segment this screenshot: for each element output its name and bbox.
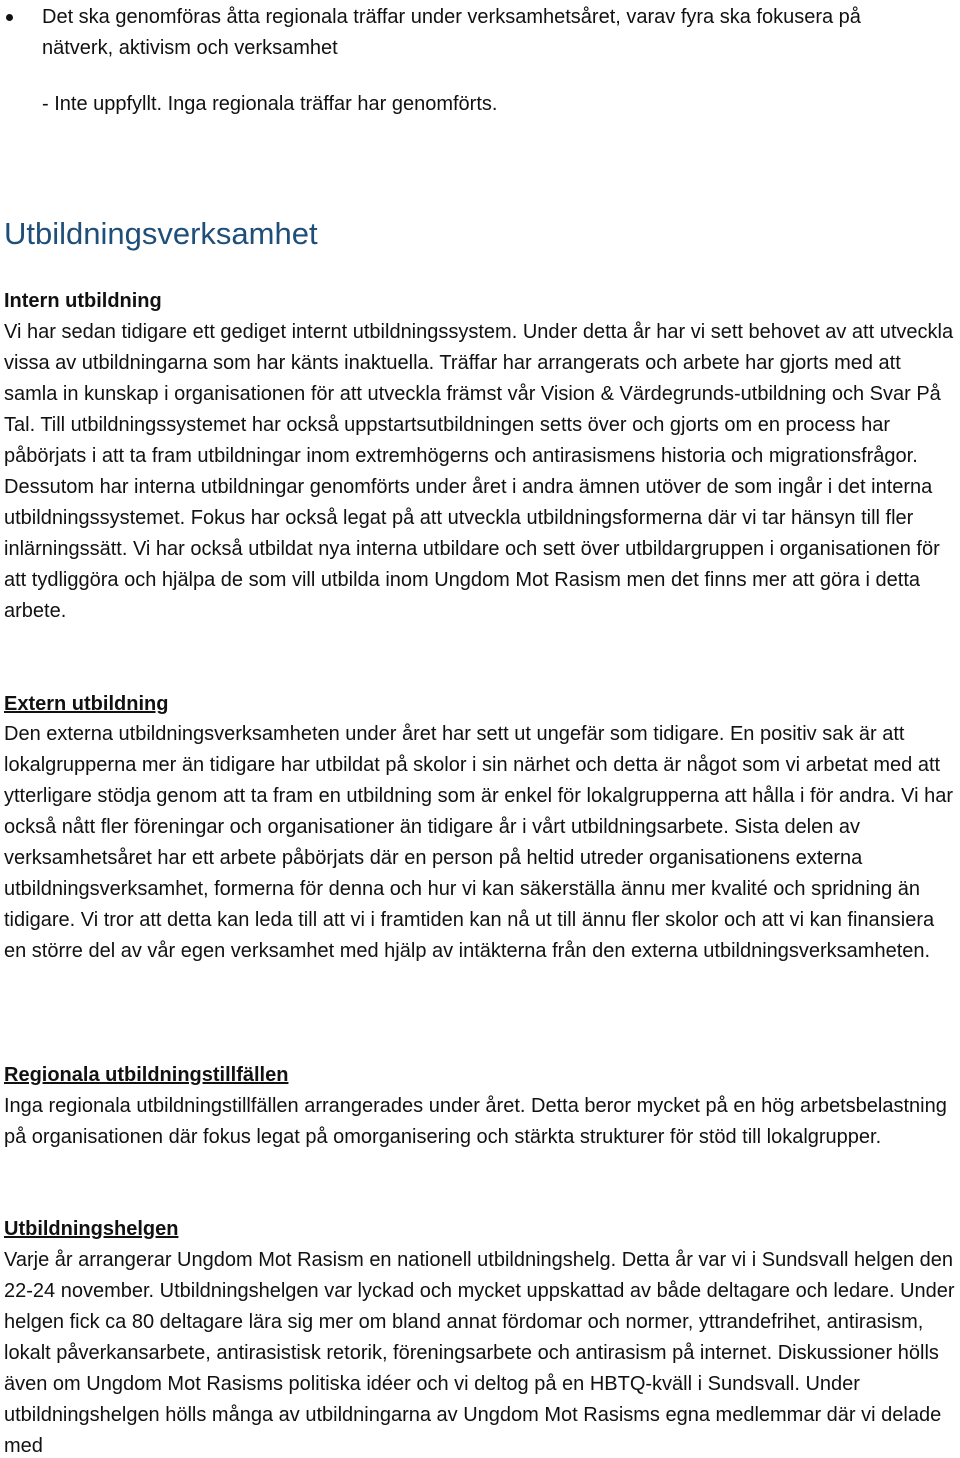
goal-status-text: - Inte uppfyllt. Inga regionala träffar har genomförts.: [42, 93, 498, 115]
intern-paragraph: Vi har sedan tidigare ett gediget internt utbildningssystem. Under detta år har vi sett behovet av att utveckla vissa av utbildningarna som har känts inaktuella. Träffar har arrangerats och arbete har gjorts med att samla in kunskap i organisationen för att utveckla främst vår Vision & Värdegrunds-utbildning och Svar På Tal. Till utbildningssystemet har också uppstartsutbildningen setts över och gjorts om en process har påbörjats i att ta fram utbildningar inom extremhögerns och antirasismens historia och migrationsfrågor. Dessutom har interna utbildningar genomförts under året i andra ämnen utöver de som ingår i det interna utbildningssystemet. Fokus har också legat på att utveckla utbildningsformerna där vi tar hänsyn till fler inlärningssätt. Vi har också utbildat nya interna utbildare och sett över utbildargruppen i organisationen för att tydliggöra och hjälpa de som vill utbilda inom Ungdom Mot Rasism men det finns mer att göra i detta arbete.: [4, 321, 954, 622]
bullet-text: Det ska genomföras åtta regionala träffar under verksamhetsåret, varav fyra ska fokusera på nätverk, aktivism och verksamhet: [42, 6, 861, 59]
regional-paragraph: Inga regionala utbildningstillfällen arrangerades under året. Detta beror mycket på en hög arbetsbelastning på organisationen där fokus legat på omorganisering och stärkta strukturer för stöd till lokalgrupper.: [4, 1095, 947, 1148]
utbildningshelgen-heading: Utbildningshelgen: [4, 1218, 179, 1240]
utbildningshelgen-paragraph: Varje år arrangerar Ungdom Mot Rasism en nationell utbildningshelg. Detta år var vi i Sundsvall helgen den 22-24 november. Utbildningshelgen var lyckad och mycket uppskattad av både deltagare och ledare. Under helgen fick ca 80 deltagare lära sig mer om bland annat fördomar och normer, yttrandefrihet, antirasism, lokalt påverkansarbete, antirasistisk retorik, föreningsarbete och antirasism på internet. Diskussioner hölls även om Ungdom Mot Rasisms politiska idéer och vi deltog på en HBTQ-kväll i Sundsvall. Under utbildningshelgen hölls många av utbildningarna av Ungdom Mot Rasisms egna medlemmar där vi delade med: [4, 1249, 955, 1457]
extern-heading: Extern utbildning: [4, 693, 169, 715]
bullet-icon: [6, 14, 13, 21]
regional-heading: Regionala utbildningstillfällen: [4, 1064, 289, 1086]
section-title: Utbildningsverksamhet: [4, 216, 318, 251]
extern-paragraph: Den externa utbildningsverksamheten under året har sett ut ungefär som tidigare. En positiv sak är att lokalgrupperna mer än tidigare har utbildat på skolor i sin närhet och detta är något som vi arbetat med att ytterligare stödja genom att ta fram en utbildning som är enkel för lokalgrupperna att hålla i för andra. Vi har också nått fler föreningar och organisationer än tidigare år i vårt utbildningsarbete. Sista delen av verksamhetsåret har ett arbete påbörjats där en person på heltid utreder organisationens externa utbildningsverksamhet, formerna för denna och hur vi kan säkerställa ännu mer kvalité och spridning än tidigare. Vi tror att detta kan leda till att vi i framtiden kan nå ut till ännu fler skolor och att vi kan finansiera en större del av vår egen verksamhet med hjälp av intäkterna från den externa utbildningsverksamheten.: [4, 723, 954, 962]
intern-heading: Intern utbildning: [4, 290, 162, 312]
